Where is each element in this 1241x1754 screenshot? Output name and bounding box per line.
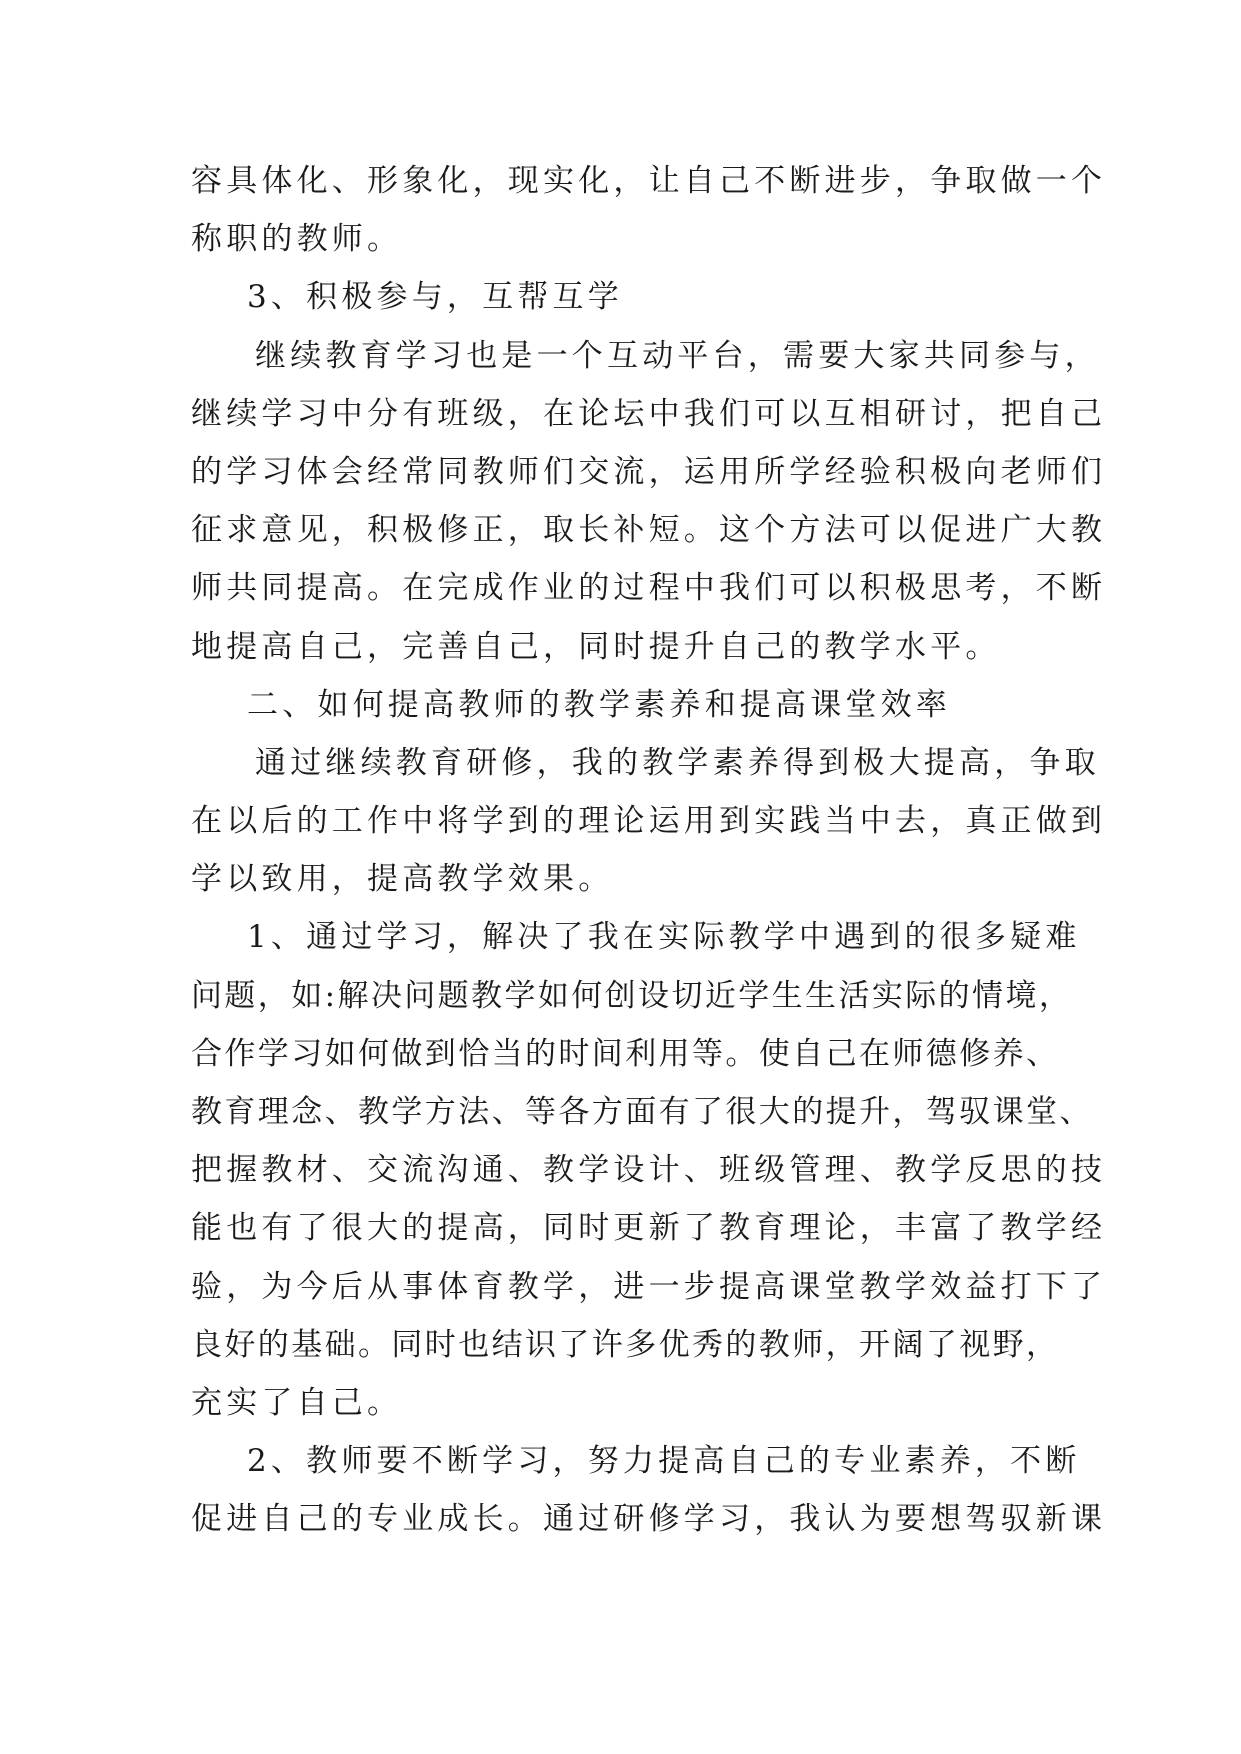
text-line: 问题，如:解决问题教学如何创设切近学生生活实际的情境，	[191, 977, 1073, 1014]
text-line: 容具体化、形象化，现实化，让自己不断进步，争取做一个	[191, 163, 1107, 199]
body-text	[191, 152, 1107, 1549]
paragraph-start-line: 通过继续教育研修，我的教学素养得到极大提高，争取	[255, 744, 1100, 781]
section-heading: 3、积极参与，互帮互学	[247, 279, 623, 316]
text-line: 学以致用，提高教学效果。	[191, 861, 614, 898]
text-line: 良好的基础。同时也结识了许多优秀的教师，开阔了视野，	[191, 1326, 1060, 1363]
text-line: 教育理念、教学方法、等各方面有了很大的提升，驾驭课堂、	[191, 1094, 1093, 1130]
text-line: 称职的教师。	[191, 221, 403, 258]
text-line: 地提高自己，完善自己，同时提升自己的教学水平。	[191, 628, 1001, 665]
text-line: 促进自己的专业成长。通过研修学习，我认为要想驾驭新课	[191, 1501, 1107, 1538]
text-line: 把握教材、交流沟通、教学设计、班级管理、教学反思的技	[191, 1152, 1107, 1189]
paragraph-start-line: 1、通过学习，解决了我在实际教学中遇到的很多疑难	[247, 919, 1081, 956]
paragraph-start-line: 继续教育学习也是一个互动平台，需要大家共同参与，	[255, 337, 1100, 374]
text-line: 的学习体会经常同教师们交流，运用所学经验积极向老师们	[191, 453, 1107, 490]
text-line: 师共同提高。在完成作业的过程中我们可以积极思考，不断	[191, 570, 1107, 607]
text-line: 验，为今后从事体育教学，进一步提高课堂教学效益打下了	[191, 1268, 1107, 1305]
section-heading: 二、如何提高教师的教学素养和提高课堂效率	[247, 686, 951, 723]
text-line: 征求意见，积极修正，取长补短。这个方法可以促进广大教	[191, 512, 1107, 549]
text-line: 能也有了很大的提高，同时更新了教育理论，丰富了教学经	[191, 1210, 1107, 1247]
text-line: 继续学习中分有班级，在论坛中我们可以互相研讨，把自己	[191, 395, 1107, 432]
text-line: 合作学习如何做到恰当的时间利用等。使自己在师德修养、	[191, 1035, 1060, 1072]
paragraph-start-line: 2、教师要不断学习，努力提高自己的专业素养，不断	[247, 1443, 1081, 1480]
text-line: 在以后的工作中将学到的理论运用到实践当中去，真正做到	[191, 803, 1107, 840]
text-line: 充实了自己。	[191, 1384, 403, 1421]
